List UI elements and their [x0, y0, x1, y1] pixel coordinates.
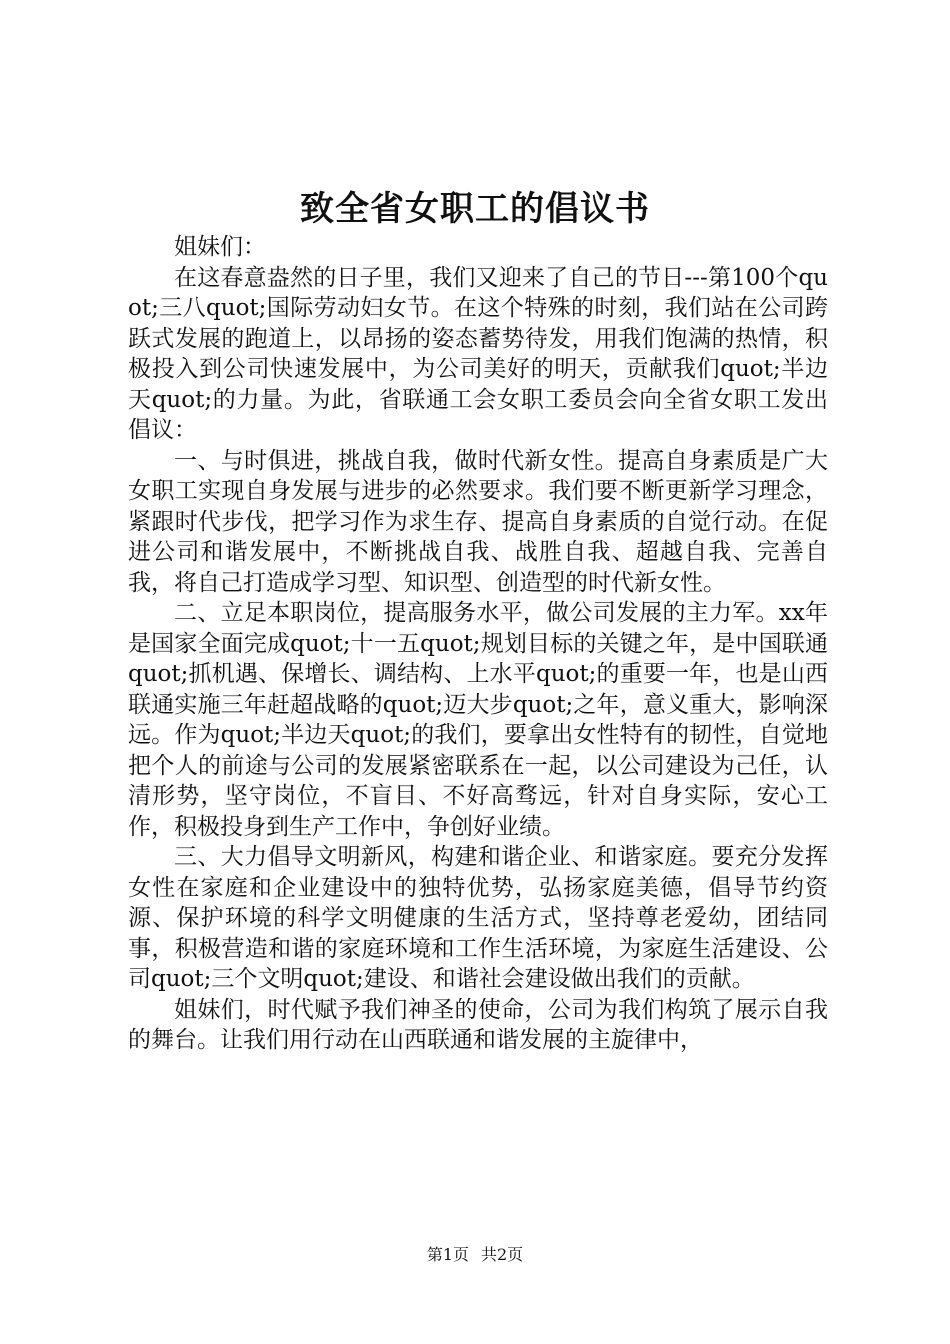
page-number: 第1页 — [426, 1245, 469, 1264]
paragraph-proposal-3: 三、大力倡导文明新风，构建和谐企业、和谐家庭。要充分发挥女性在家庭和企业建设中的独特优势，弘扬家庭美德，倡导节约资源、保护环境的科学文明健康的生活方式，坚持尊老爱幼，团结同事，积极营造和谐的家庭环境和工作生活环境，为家庭生活建设、公司quot;三个文明quot;建设、和谐社会建设做出我们的贡献。 — [128, 844, 828, 992]
paragraph-closing: 姐妹们，时代赋予我们神圣的使命，公司为我们构筑了展示自我的舞台。让我们用行动在山西联通和谐发展的主旋律中， — [128, 996, 828, 1053]
document-body — [128, 232, 828, 1056]
paragraph-proposal-2: 二、立足本职岗位，提高服务水平，做公司发展的主力军。xx年是国家全面完成quot;十一五quot;规划目标的关键之年，是中国联通quot;抓机遇、保增长、调结构、上水平quot;的重要一年，也是山西联通实施三年赶超战略的quot;迈大步quot;之年，意义重大，影响深远。作为quot;半边天quot;的我们，要拿出女性特有的韧性，自觉地把个人的前途与公司的发展紧密联系在一起，以公司建设为己任，认清形势，坚守岗位，不盲目、不好高骛远，针对自身实际，安心工作，积极投身到生产工作中，争创好业绩。 — [128, 600, 828, 840]
paragraph-intro: 在这春意盎然的日子里，我们又迎来了自己的节日---第100个quot;三八quot;国际劳动妇女节。在这个特殊的时刻，我们站在公司跨跃式发展的跑道上，以昂扬的姿态蓄势待发，用我们饱满的热情，积极投入到公司快速发展中，为公司美好的明天，贡献我们quot;半边天quot;的力量。为此，省联通工会女职工委员会向全省女职工发出倡议： — [128, 264, 828, 443]
page-total: 共2页 — [481, 1245, 524, 1264]
page-footer — [0, 1245, 950, 1265]
document-title: 致全省女职工的倡议书 — [300, 189, 650, 229]
paragraph-proposal-1: 一、与时俱进，挑战自我，做时代新女性。提高自身素质是广大女职工实现自身发展与进步的必然要求。我们要不断更新学习理念，紧跟时代步伐，把学习作为求生存、提高自身素质的自觉行动。在促进公司和谐发展中，不断挑战自我、战胜自我、超越自我、完善自我，将自己打造成学习型、知识型、创造型的时代新女性。 — [128, 447, 828, 596]
greeting: 姐妹们： — [174, 234, 266, 260]
